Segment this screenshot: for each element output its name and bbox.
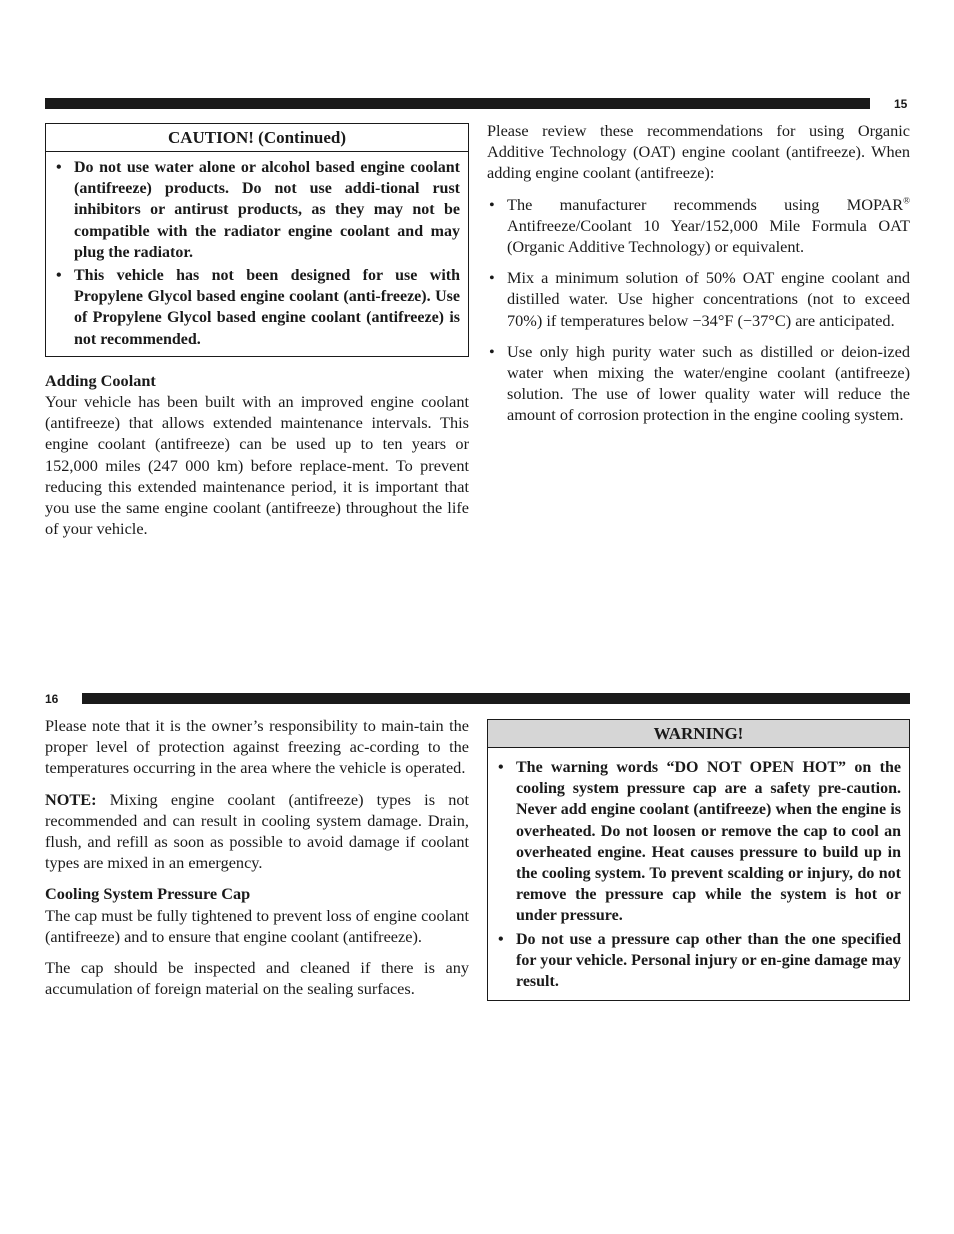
note-para <box>45 789 469 874</box>
pressure-cap-section <box>45 883 469 947</box>
warning-title: WARNING! <box>488 720 909 748</box>
top-right-column <box>487 120 910 436</box>
note-text: Mixing engine coolant (antifreeze) types is not recommended and can result in cooling system damage. Drain, flush, and refill as soon as possible to avoid damage if coolant types are mixed in an emergency. <box>45 789 469 873</box>
page-number-top: 15 <box>894 97 908 111</box>
top-left-column <box>45 123 469 549</box>
mopar-text-cont: Antifreeze/Coolant 10 Year/152,000 Mile Formula OAT (Organic Additive Technology) or equivalent. <box>507 215 910 257</box>
page-header-rule-bottom <box>82 693 910 704</box>
mopar-text: The manufacturer recommends using MOPAR <box>507 194 904 214</box>
oat-bullet-mopar <box>507 194 910 258</box>
caution-title: CAUTION! (Continued) <box>46 124 468 152</box>
adding-coolant-body: Your vehicle has been built with an improved engine coolant (antifreeze) that allows extended maintenance intervals. This engine coolant (antifreeze) can be used up to ten years or 152,000 miles (247 000 km) before replace-ment. To prevent reducing this extended maintenance period, it is important that you use the same engine coolant (antifreeze) throughout the life of your vehicle. <box>45 392 469 539</box>
oat-intro: Please review these recommendations for using Organic Additive Technology (OAT) engine coolant (antifreeze). When adding engine coolant (antifreeze): <box>487 121 910 183</box>
caution-box <box>45 123 469 357</box>
adding-coolant-section <box>45 370 469 540</box>
warning-item: • The warning words “DO NOT OPEN HOT” on the cooling system pressure cap are a safety pre-caution. Never add engine coolant (antifreeze) when the engine is overheated. Do not loosen or remove the cap to cool an overheated engine. Heat causes pressure to build up in the cooling system. To prevent scalding or injury, do not remove the pressure cap while the system is hot or under pressure. <box>516 757 901 927</box>
pressure-cap-para1: The cap must be fully tightened to prevent loss of engine coolant (antifreeze) and to ensure that engine coolant (antifreeze). <box>45 905 469 946</box>
owner-responsibility-para: Please note that it is the owner’s responsibility to main-tain the proper level of protection against freezing ac-cording to the temperatures occurring in the area where the vehicle is operated. <box>45 716 469 778</box>
bottom-left-column <box>45 715 469 1009</box>
warning-item: • Do not use a pressure cap other than the one specified for your vehicle. Personal injury or en-gine damage may result. <box>516 929 901 993</box>
oat-bullet-water: • Use only high purity water such as distilled or deion-ized water when mixing the water/engine coolant (antifreeze) solution. The use of lower quality water will reduce the amount of corrosion protection in the engine cooling system. <box>507 341 910 426</box>
oat-recommendations-list <box>487 194 910 426</box>
adding-coolant-heading: Adding Coolant <box>45 370 156 390</box>
warning-box <box>487 719 910 1001</box>
registered-mark: ® <box>903 195 910 206</box>
page-header-rule-top <box>45 98 870 109</box>
caution-item: • This vehicle has not been designed for use with Propylene Glycol based engine coolant (anti-freeze). Use of Propylene Glycol based engine coolant (antifreeze) is not recommended. <box>74 265 460 350</box>
pressure-cap-heading: Cooling System Pressure Cap <box>45 884 251 904</box>
page-number-bottom: 16 <box>45 692 59 706</box>
caution-item: • Do not use water alone or alcohol based engine coolant (antifreeze) products. Do not use addi-tional rust inhibitors or antirust products, as they may not be compatible with the radiator engine coolant and may plug the radiator. <box>74 157 460 263</box>
pressure-cap-para2: The cap should be inspected and cleaned if there is any accumulation of foreign material on the sealing surfaces. <box>45 958 469 999</box>
caution-list <box>46 152 468 356</box>
warning-list <box>488 748 909 1000</box>
bottom-right-column <box>487 719 910 1001</box>
oat-bullet-mix: • Mix a minimum solution of 50% OAT engine coolant and distilled water. Use higher concentrations (not to exceed 70%) if temperatures below −34°F (−37°C) are anticipated. <box>507 267 910 331</box>
note-label: NOTE: <box>45 789 97 809</box>
